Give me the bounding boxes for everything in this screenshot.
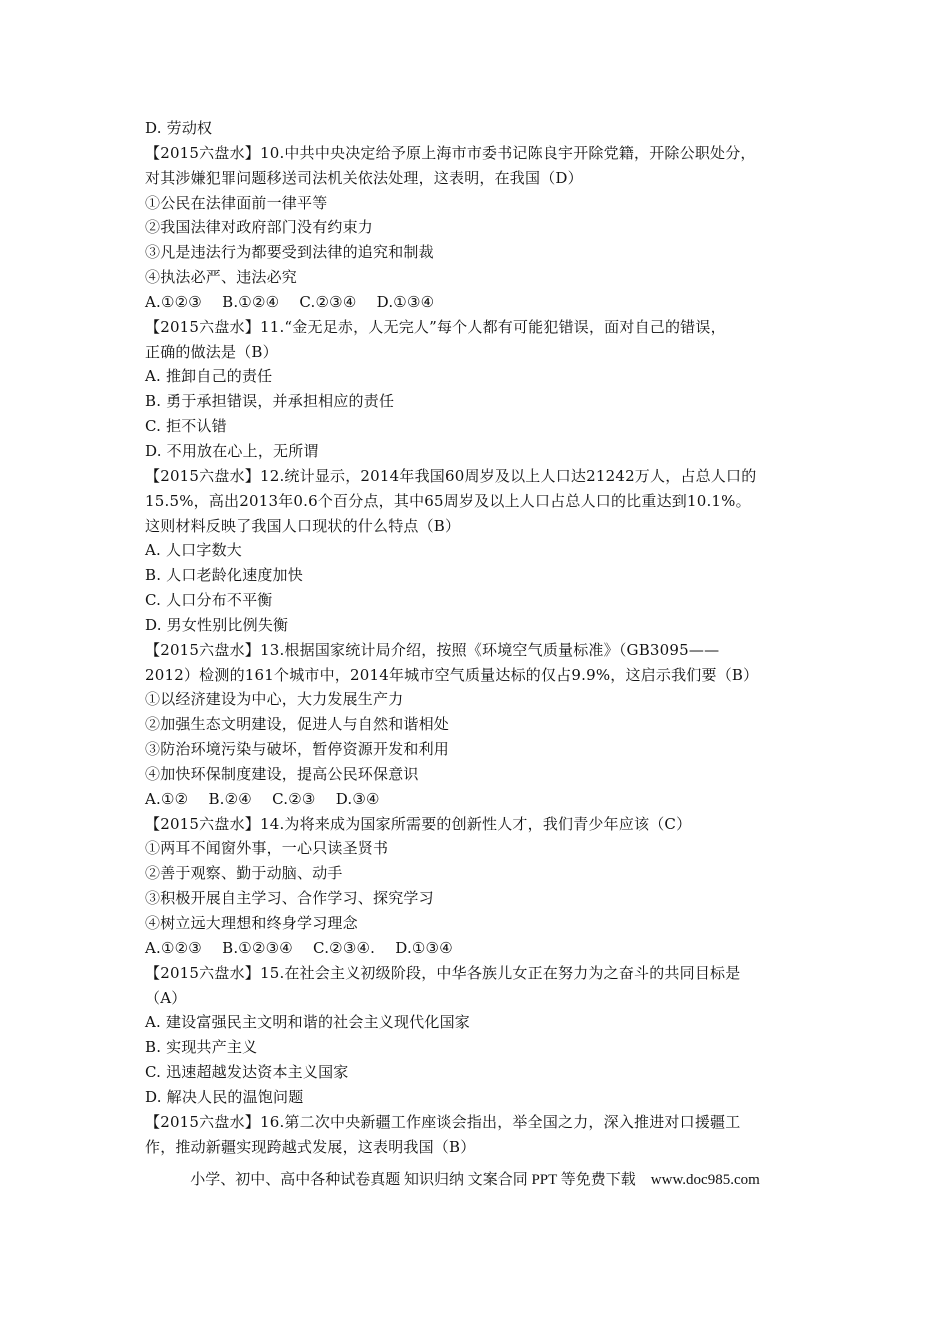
text-line: D. 解决人民的温饱问题 <box>145 1087 304 1106</box>
text-line: A.①②③ B.①②③④ C.②③④. D.①③④ <box>145 938 453 957</box>
text-line: A. 推卸自己的责任 <box>145 367 273 386</box>
text-line: ③防治环境污染与破坏，暂停资源开发和利用 <box>145 740 450 759</box>
page-footer: 小学、初中、高中各种试卷真题 知识归纳 文案合同 PPT 等免费下载 www.doc985.com <box>190 1172 760 1188</box>
text-line: 2012）检测的161个城市中，2014年城市空气质量达标的仅占9.9%，这启示我们要（B） <box>145 665 759 684</box>
text-line: D. 劳动权 <box>145 119 213 137</box>
text-line: ①以经济建设为中心，大力发展生产力 <box>145 690 404 709</box>
text-line: 【2015六盘水】13.根据国家统计局介绍，按照《环境空气质量标准》（GB3095—— <box>145 640 720 659</box>
text-line: ④加快环保制度建设，提高公民环保意识 <box>145 764 419 783</box>
text-line: C. 人口分布不平衡 <box>145 591 273 610</box>
text-line: D. 男女性别比例失衡 <box>145 615 289 634</box>
text-line: 这则材料反映了我国人口现状的什么特点（B） <box>145 516 461 535</box>
text-line: A. 人口字数大 <box>145 541 242 560</box>
text-line: ④树立远大理想和终身学习理念 <box>145 914 358 932</box>
text-line: ②加强生态文明建设，促进人与自然和谐相处 <box>145 715 450 734</box>
text-line: ②善于观察、勤于动脑、动手 <box>145 864 343 883</box>
text-line: ②我国法律对政府部门没有约束力 <box>145 218 374 237</box>
text-line: ③凡是违法行为都要受到法律的追究和制裁 <box>145 243 434 262</box>
text-line: C. 迅速超越发达资本主义国家 <box>145 1063 349 1082</box>
text-line: B. 人口老龄化速度加快 <box>145 566 303 585</box>
text-line: 作，推动新疆实现跨越式发展，这表明我国（B） <box>145 1137 476 1156</box>
text-line: ①公民在法律面前一律平等 <box>145 193 328 212</box>
text-line: 对其涉嫌犯罪问题移送司法机关依法处理，这表明，在我国（D） <box>145 168 583 187</box>
text-line: 【2015六盘水】10.中共中央决定给予原上海市市委书记陈良宇开除党籍，开除公职处分， <box>145 143 756 162</box>
text-line: A. 建设富强民主文明和谐的社会主义现代化国家 <box>145 1013 470 1032</box>
text-line: B. 实现共产主义 <box>145 1038 258 1057</box>
document-body <box>145 116 815 1159</box>
text-line: C. 拒不认错 <box>145 417 227 436</box>
text-line: （A） <box>145 988 187 1007</box>
text-line: 【2015六盘水】14.为将来成为国家所需要的创新性人才，我们青少年应该（C） <box>145 814 692 833</box>
text-line: 15.5%，高出2013年0.6个百分点，其中65周岁及以上人口占总人口的比重达到10.1%。 <box>145 491 751 510</box>
text-line: 正确的做法是（B） <box>145 342 278 361</box>
text-line: 【2015六盘水】11.“金无足赤，人无完人”每个人都有可能犯错误，面对自己的错误， <box>145 317 726 336</box>
text-line: ③积极开展自主学习、合作学习、探究学习 <box>145 889 434 908</box>
text-line: B. 勇于承担错误，并承担相应的责任 <box>145 392 395 411</box>
text-line: A.①② B.②④ C.②③ D.③④ <box>145 789 380 808</box>
text-line: 【2015六盘水】15.在社会主义初级阶段，中华各族儿女正在努力为之奋斗的共同目标是 <box>145 963 741 982</box>
text-line: 【2015六盘水】16.第二次中央新疆工作座谈会指出，举全国之力，深入推进对口援疆工 <box>145 1112 741 1131</box>
text-line: 【2015六盘水】12.统计显示，2014年我国60周岁及以上人口达21242万人，占总人口的 <box>145 466 757 485</box>
text-line: D. 不用放在心上，无所谓 <box>145 441 319 460</box>
text-line: ④执法必严、违法必究 <box>145 268 298 287</box>
text-line: ①两耳不闻窗外事，一心只读圣贤书 <box>145 839 389 858</box>
text-line: A.①②③ B.①②④ C.②③④ D.①③④ <box>145 292 435 311</box>
